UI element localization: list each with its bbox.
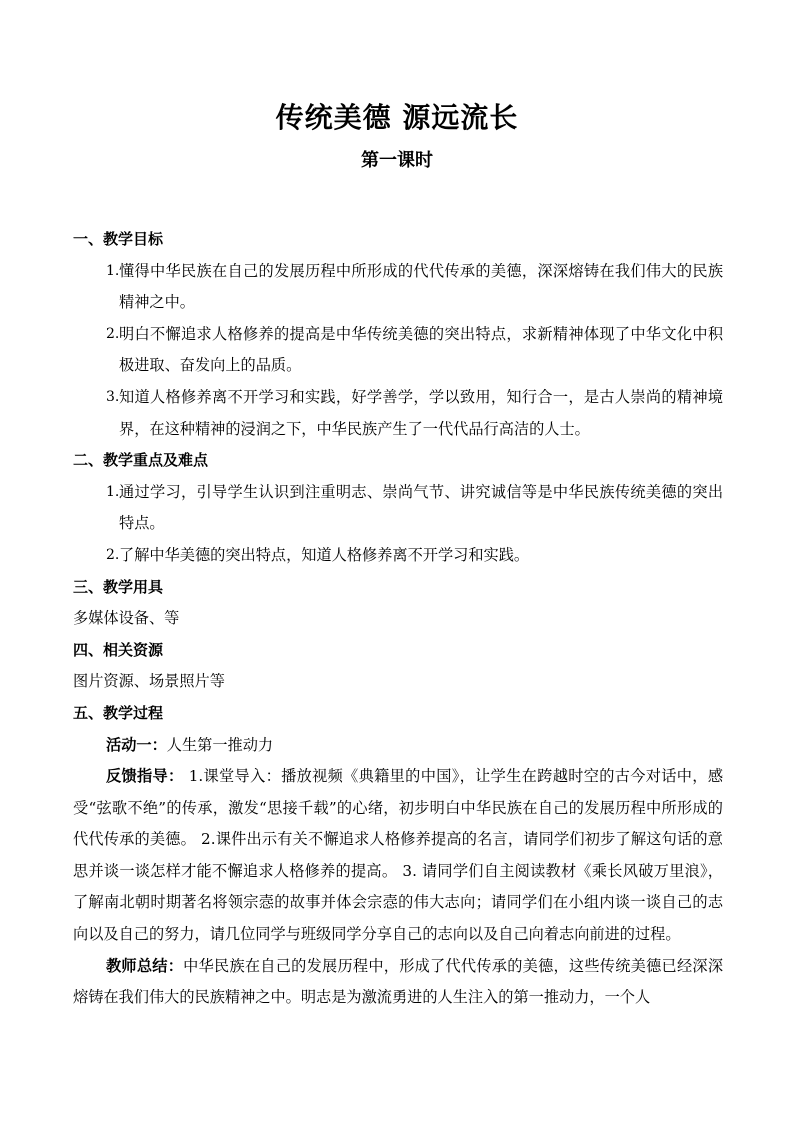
page-title: 传统美德 源远流长 xyxy=(275,101,519,134)
document-body xyxy=(73,224,723,1014)
section-heading-process: 五、教学过程 xyxy=(73,703,164,722)
objective-text: 知道人格修养离不开学习和实践，好学善学，学以致用，知行合一，是古人崇尚的精神境界，在这种精神的浸润之下，中华民族产生了一代代品行高洁的人士。 xyxy=(119,387,723,438)
objective-number: 2. xyxy=(106,325,120,342)
activity-line xyxy=(73,730,723,762)
objective-number: 1. xyxy=(106,262,120,279)
objective-item-3 xyxy=(73,382,723,445)
resources-text: 图片资源、场景照片等 xyxy=(73,672,225,691)
objective-number: 3. xyxy=(106,388,120,405)
tools-text: 多媒体设备、等 xyxy=(73,609,180,628)
objective-text: 明白不懈追求人格修养的提高是中华传统美德的突出特点，求新精神体现了中华文化中积极进取、奋发向上的品质。 xyxy=(119,324,723,375)
objective-item-1 xyxy=(73,256,723,319)
activity-title: 人生第一推动力 xyxy=(166,735,274,754)
key-point-text: 通过学习，引导学生认识到注重明志、崇尚气节、讲究诚信等是中华民族传统美德的突出特点。 xyxy=(119,482,723,533)
page-subtitle: 第一课时 xyxy=(361,150,433,171)
key-point-number: 2. xyxy=(106,546,120,563)
summary-label: 教师总结： xyxy=(106,956,184,975)
feedback-text: 1.课堂导入：播放视频《典籍里的中国》，让学生在跨越时空的古今对话中，感受“弦歌不绝”的传承，激发“思接千载”的心绪，初步明白中华民族在自己的发展历程中所形成的代代传承的美德。 2.课件出示有关不懈追求人格修养提高的名言，请同学们初步了解这句话的意思并谈一谈怎样才能不懈追求人格修养的提高。 3. 请同学们自主阅读教材《乘长风破万里浪》，了解南北朝时期著名将领宗悫的故事并体会宗悫的伟大志向；请同学们在小组内谈一谈自己的志向以及自己的努力，请几位同学与班级同学分享自己的志向以及自己向着志向前进的过程。 xyxy=(73,767,724,944)
objective-text: 懂得中华民族在自己的发展历程中所形成的代代传承的美德，深深熔铸在我们伟大的民族精神之中。 xyxy=(119,261,723,312)
section-heading-objectives: 一、教学目标 xyxy=(73,230,164,248)
key-point-text: 了解中华美德的突出特点，知道人格修养离不开学习和实践。 xyxy=(119,545,530,564)
section-heading-key-points: 二、教学重点及难点 xyxy=(73,451,209,470)
activity-label: 活动一： xyxy=(106,735,167,754)
key-point-item-2 xyxy=(73,540,723,572)
summary-paragraph xyxy=(73,951,723,1014)
feedback-label: 反馈指导： xyxy=(106,767,184,786)
section-heading-tools: 三、教学用具 xyxy=(73,577,164,596)
summary-text: 中华民族在自己的发展历程中，形成了代代传承的美德，这些传统美德已经深深熔铸在我们伟大的民族精神之中。明志是为激流勇进的人生注入的第一推动力，一个人 xyxy=(73,956,724,1007)
objective-item-2 xyxy=(73,319,723,382)
key-point-item-1 xyxy=(73,477,723,540)
key-point-number: 1. xyxy=(106,483,120,500)
section-heading-resources: 四、相关资源 xyxy=(73,640,164,659)
feedback-paragraph xyxy=(73,761,723,951)
